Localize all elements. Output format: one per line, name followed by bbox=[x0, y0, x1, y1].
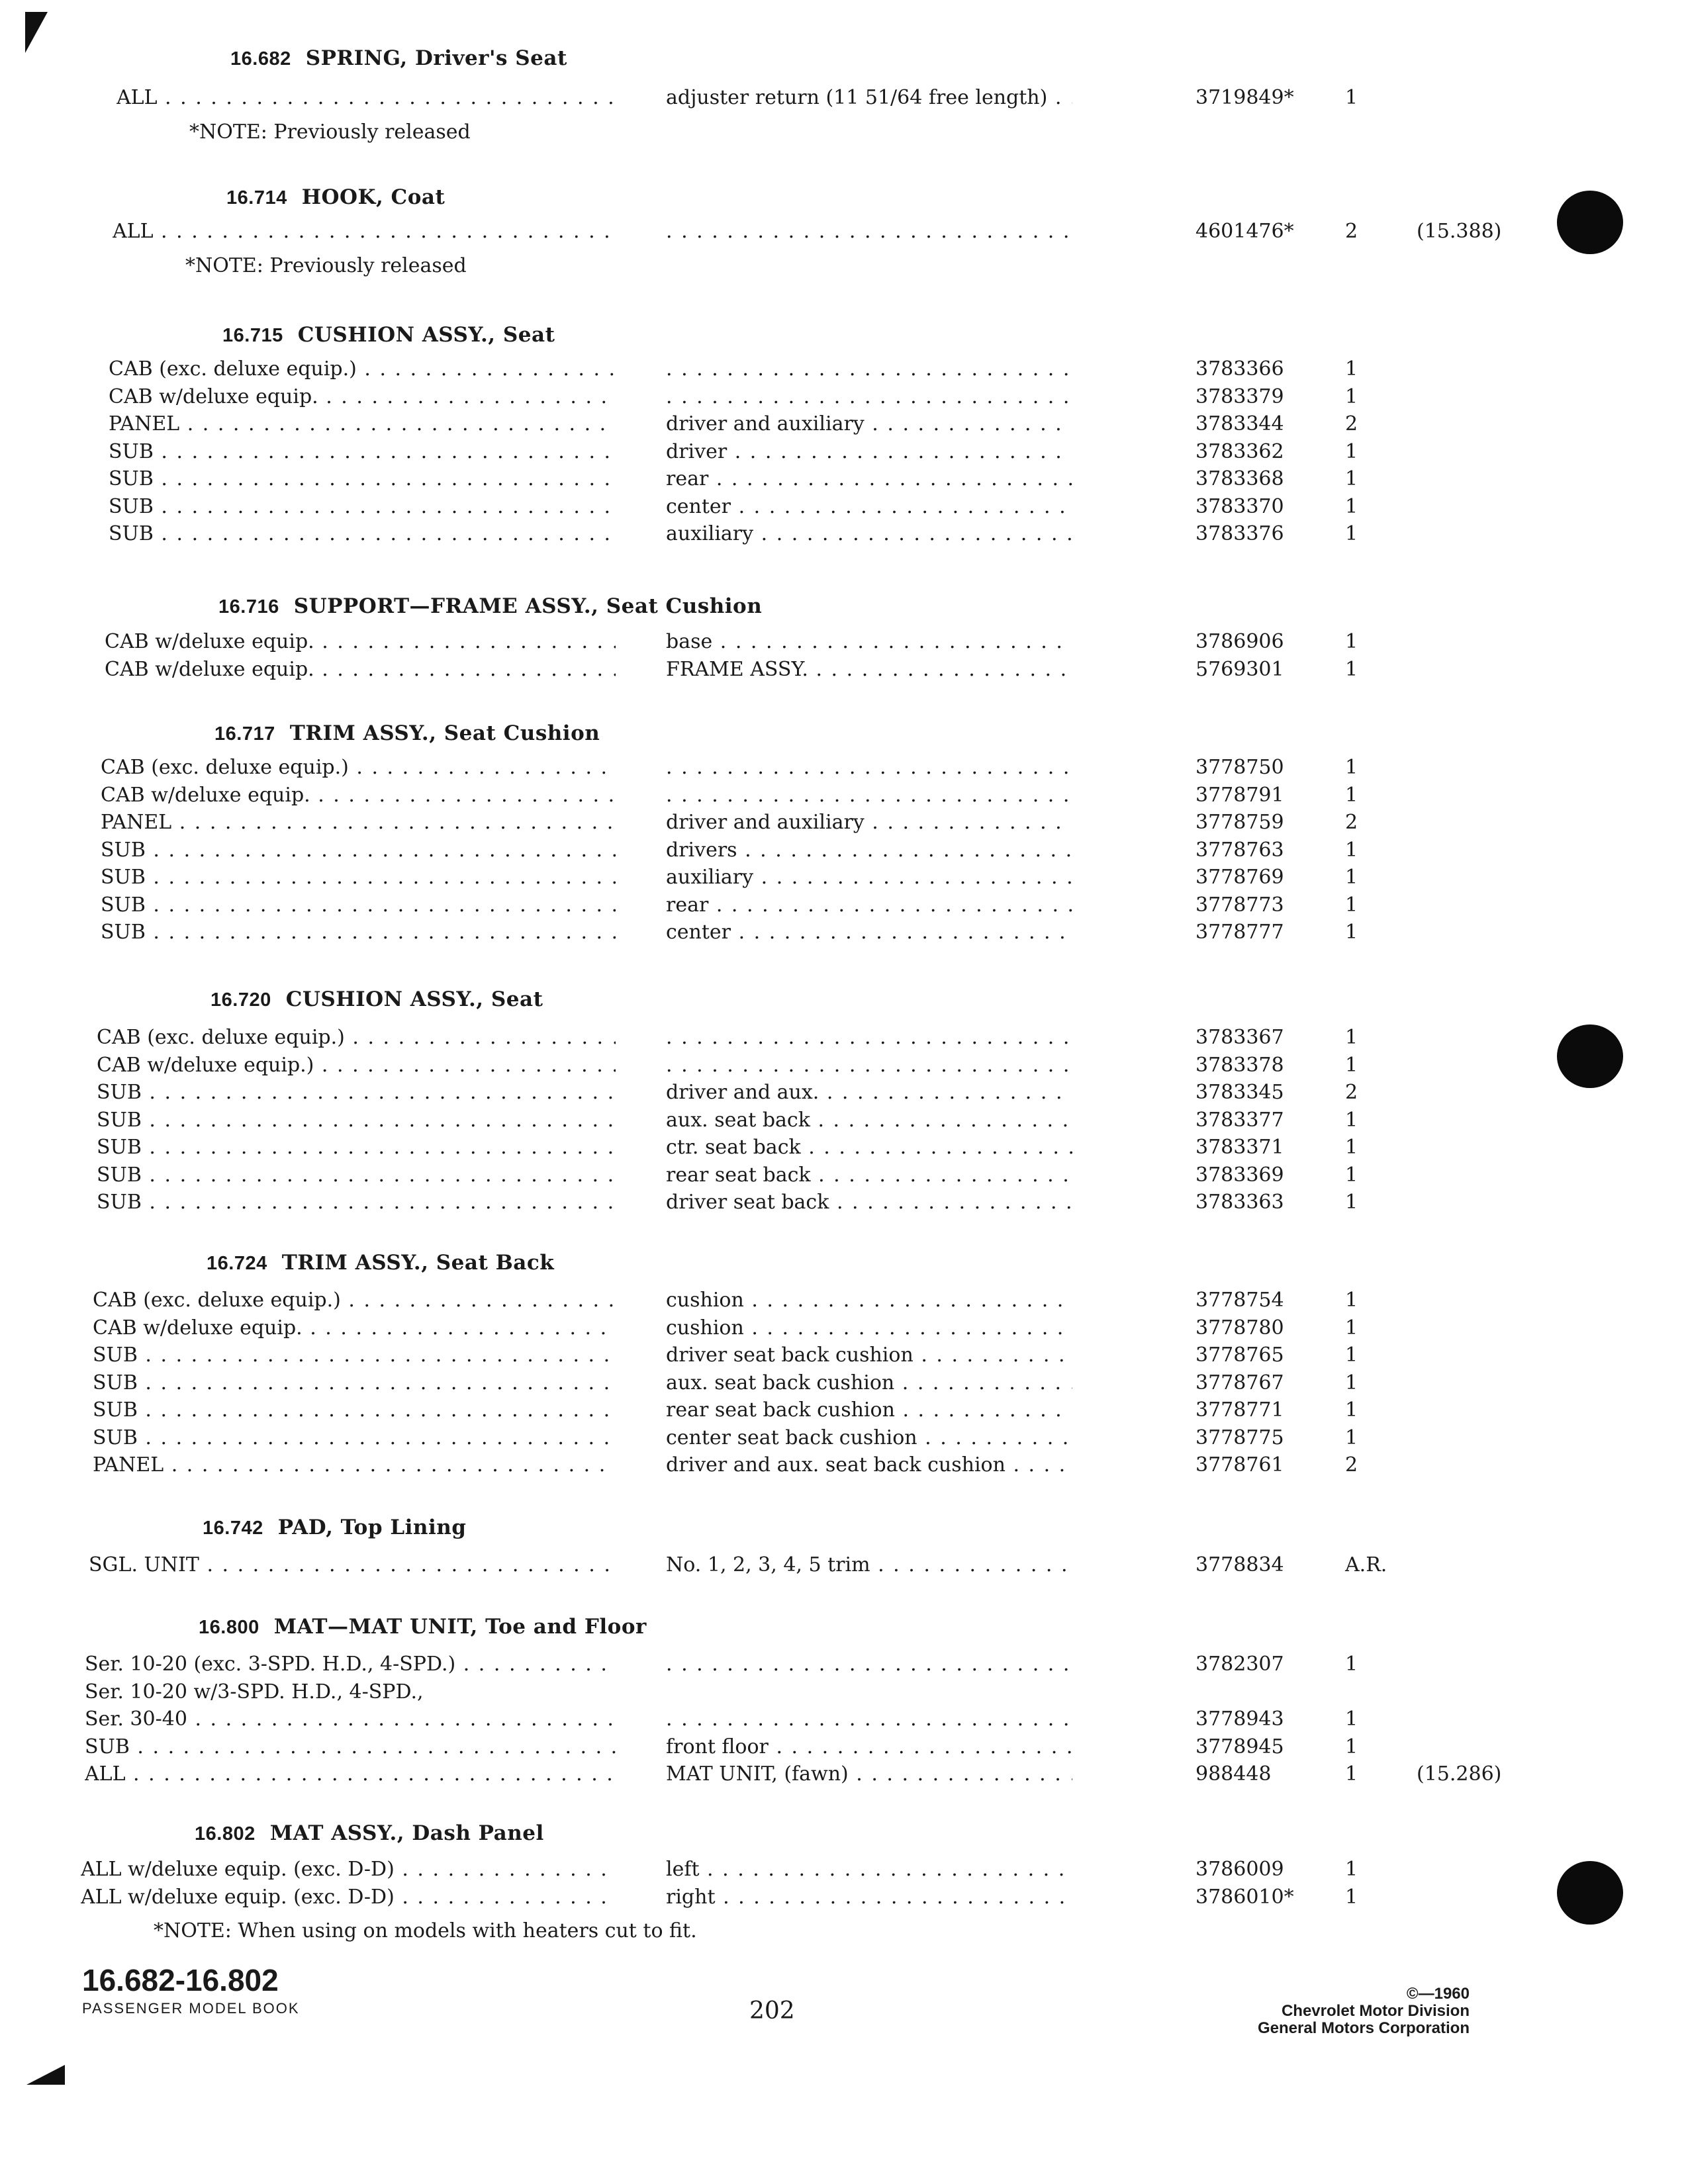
description-cell bbox=[666, 1706, 1072, 1733]
application-cell: CAB w/deluxe equip. . . . bbox=[109, 384, 616, 410]
description-cell: No. 1, 2, 3, 4, 5 trim . . . bbox=[666, 1552, 1072, 1578]
description-cell: rear seat back cushion . . . bbox=[666, 1397, 1072, 1424]
quantity-cell: 1 bbox=[1345, 657, 1358, 681]
section-note: *NOTE: When using on models with heaters cut to fit. bbox=[154, 1919, 697, 1942]
part-number-cell: 3783370 bbox=[1196, 494, 1284, 518]
part-row bbox=[97, 1107, 1540, 1134]
description-cell: rear seat back . . . bbox=[666, 1162, 1072, 1189]
part-number-cell: 3778750 bbox=[1196, 756, 1284, 779]
group-reference-cell: (15.388) bbox=[1417, 220, 1502, 243]
description-cell: driver . . . bbox=[666, 439, 1072, 465]
quantity-cell: 1 bbox=[1345, 1735, 1358, 1758]
application-cell: CAB (exc. deluxe equip.) . . . bbox=[97, 1024, 616, 1051]
part-row bbox=[85, 1706, 1528, 1733]
quantity-cell: 1 bbox=[1345, 921, 1358, 944]
application-cell: Ser. 30-40 . . . bbox=[85, 1706, 616, 1733]
section-title: CUSHION ASSY., Seat bbox=[285, 987, 543, 1011]
part-number-cell: 3786009 bbox=[1196, 1858, 1284, 1881]
part-row bbox=[93, 1452, 1536, 1479]
part-row bbox=[93, 1370, 1536, 1396]
part-row bbox=[105, 657, 1548, 683]
section-title: PAD, Top Lining bbox=[277, 1516, 467, 1539]
section-heading bbox=[207, 1251, 554, 1275]
application-cell: SUB . . . bbox=[109, 466, 616, 492]
application-cell: CAB w/deluxe equip. . . . bbox=[93, 1315, 616, 1342]
application-cell: PANEL . . . bbox=[101, 809, 616, 836]
part-row bbox=[85, 1651, 1528, 1678]
quantity-cell: 1 bbox=[1345, 1316, 1358, 1340]
description-cell bbox=[666, 384, 1072, 410]
part-row bbox=[97, 1162, 1540, 1189]
quantity-cell: 1 bbox=[1345, 783, 1358, 807]
description-cell: auxiliary . . . bbox=[666, 521, 1072, 547]
part-row bbox=[85, 1679, 1528, 1706]
application-cell: SUB . . . bbox=[101, 864, 616, 891]
part-row bbox=[97, 1079, 1540, 1106]
description-cell: driver and auxiliary . . . bbox=[666, 809, 1072, 836]
part-number-cell: 3783367 bbox=[1196, 1026, 1284, 1049]
part-number-cell: 3778769 bbox=[1196, 866, 1284, 889]
binder-hole-bottom bbox=[1557, 1861, 1623, 1925]
quantity-cell: 1 bbox=[1345, 1371, 1358, 1394]
quantity-cell: 1 bbox=[1345, 439, 1358, 463]
section-heading bbox=[203, 1516, 466, 1539]
part-number-cell: 3778765 bbox=[1196, 1343, 1284, 1367]
quantity-cell: 2 bbox=[1345, 220, 1358, 243]
application-cell: CAB w/deluxe equip. . . . bbox=[105, 629, 616, 655]
application-cell: CAB (exc. deluxe equip.) . . . bbox=[109, 356, 616, 383]
description-cell: center . . . bbox=[666, 494, 1072, 520]
application-cell: CAB (exc. deluxe equip.) . . . bbox=[101, 754, 616, 781]
application-cell: SUB . . . bbox=[93, 1342, 616, 1369]
quantity-cell: A.R. bbox=[1345, 1553, 1387, 1576]
part-number-cell: 3778780 bbox=[1196, 1316, 1284, 1340]
application-cell: SUB . . . bbox=[109, 521, 616, 547]
part-number-cell: 3783345 bbox=[1196, 1081, 1284, 1104]
quantity-cell: 1 bbox=[1345, 1707, 1358, 1731]
quantity-cell: 1 bbox=[1345, 1398, 1358, 1422]
application-cell: SUB . . . bbox=[97, 1079, 616, 1106]
page-number: 202 bbox=[749, 1997, 795, 2025]
quantity-cell: 1 bbox=[1345, 1163, 1358, 1187]
section-title: CUSHION ASSY., Seat bbox=[297, 323, 555, 347]
part-row bbox=[97, 1052, 1540, 1079]
binder-hole-middle bbox=[1557, 1024, 1623, 1088]
section-note: *NOTE: Previously released bbox=[185, 253, 467, 277]
quantity-cell: 1 bbox=[1345, 1289, 1358, 1312]
part-number-cell: 3778773 bbox=[1196, 893, 1284, 917]
part-row bbox=[109, 521, 1552, 547]
part-number-cell: 3778763 bbox=[1196, 838, 1284, 862]
part-row bbox=[109, 384, 1552, 410]
copyright-block bbox=[1125, 1985, 1470, 2037]
part-number-cell: 3783369 bbox=[1196, 1163, 1284, 1187]
application-cell: SUB . . . bbox=[93, 1425, 616, 1451]
description-cell bbox=[666, 754, 1072, 781]
section-heading bbox=[211, 987, 543, 1011]
part-row bbox=[109, 494, 1552, 520]
description-cell: cushion . . . bbox=[666, 1315, 1072, 1342]
part-number-cell: 3786906 bbox=[1196, 630, 1284, 653]
part-row bbox=[93, 1397, 1536, 1424]
description-cell: drivers . . . bbox=[666, 837, 1072, 864]
quantity-cell: 1 bbox=[1345, 1136, 1358, 1159]
section-heading bbox=[222, 323, 555, 347]
section-number: 16.802 bbox=[195, 1823, 256, 1844]
part-number-cell: 4601476* bbox=[1196, 220, 1294, 243]
quantity-cell: 1 bbox=[1345, 86, 1358, 109]
part-row bbox=[85, 1761, 1528, 1788]
description-cell bbox=[666, 218, 1072, 245]
section-number: 16.717 bbox=[214, 723, 275, 745]
quantity-cell: 2 bbox=[1345, 811, 1358, 834]
description-cell bbox=[666, 1052, 1072, 1079]
quantity-cell: 1 bbox=[1345, 1108, 1358, 1132]
section-title: MAT ASSY., Dash Panel bbox=[269, 1821, 544, 1845]
part-row bbox=[109, 411, 1552, 437]
part-number-cell: 3783377 bbox=[1196, 1108, 1284, 1132]
part-number-cell: 3783378 bbox=[1196, 1053, 1284, 1077]
part-row bbox=[105, 629, 1548, 655]
description-cell: adjuster return (11 51/64 free length) . . . bbox=[666, 85, 1072, 111]
description-cell: driver seat back cushion . . . bbox=[666, 1342, 1072, 1369]
part-row bbox=[93, 1425, 1536, 1451]
quantity-cell: 1 bbox=[1345, 494, 1358, 518]
quantity-cell: 1 bbox=[1345, 866, 1358, 889]
part-number-cell: 3719849* bbox=[1196, 86, 1294, 109]
part-row bbox=[97, 1134, 1540, 1161]
quantity-cell: 1 bbox=[1345, 893, 1358, 917]
part-row bbox=[101, 754, 1544, 781]
part-row bbox=[101, 837, 1544, 864]
application-cell: SUB . . . bbox=[101, 837, 616, 864]
application-cell: CAB w/deluxe equip.) . . . bbox=[97, 1052, 616, 1079]
description-cell: rear . . . bbox=[666, 892, 1072, 919]
description-cell: auxiliary . . . bbox=[666, 864, 1072, 891]
description-cell: driver seat back . . . bbox=[666, 1189, 1072, 1216]
description-cell: aux. seat back cushion . . . bbox=[666, 1370, 1072, 1396]
quantity-cell: 1 bbox=[1345, 522, 1358, 545]
part-number-cell: 5769301 bbox=[1196, 657, 1284, 681]
application-cell: SUB . . . bbox=[101, 919, 616, 946]
application-cell: SUB . . . bbox=[109, 494, 616, 520]
part-number-cell: 3778771 bbox=[1196, 1398, 1284, 1422]
quantity-cell: 1 bbox=[1345, 357, 1358, 381]
part-row bbox=[97, 1189, 1540, 1216]
part-row bbox=[93, 1287, 1536, 1314]
part-number-cell: 3778777 bbox=[1196, 921, 1284, 944]
section-heading bbox=[195, 1821, 544, 1845]
section-number: 16.716 bbox=[218, 596, 279, 617]
section-title: TRIM ASSY., Seat Back bbox=[281, 1251, 555, 1275]
application-cell: SUB . . . bbox=[97, 1134, 616, 1161]
quantity-cell: 2 bbox=[1345, 1453, 1358, 1477]
section-title: TRIM ASSY., Seat Cushion bbox=[289, 721, 600, 745]
registration-mark-top-left bbox=[25, 12, 48, 53]
part-number-cell: 3783371 bbox=[1196, 1136, 1284, 1159]
application-cell: ALL . . . bbox=[113, 218, 616, 245]
description-cell: ctr. seat back . . . bbox=[666, 1134, 1072, 1161]
application-cell: SUB . . . bbox=[97, 1162, 616, 1189]
description-cell: right . . . bbox=[666, 1884, 1072, 1911]
section-number: 16.682 bbox=[230, 48, 291, 69]
description-cell: FRAME ASSY. . . . bbox=[666, 657, 1072, 683]
copyright-division: Chevrolet Motor Division bbox=[1281, 2002, 1470, 2020]
part-number-cell: 3783363 bbox=[1196, 1191, 1284, 1214]
application-cell: PANEL . . . bbox=[109, 411, 616, 437]
application-cell: SGL. UNIT . . . bbox=[89, 1552, 616, 1578]
section-note: *NOTE: Previously released bbox=[189, 120, 471, 144]
description-cell: center seat back cushion . . . bbox=[666, 1425, 1072, 1451]
page-range-code: 16.682-16.802 bbox=[82, 1963, 279, 1997]
part-row bbox=[81, 1884, 1524, 1911]
part-number-cell: 3778759 bbox=[1196, 811, 1284, 834]
quantity-cell: 1 bbox=[1345, 1053, 1358, 1077]
section-title: SPRING, Driver's Seat bbox=[305, 46, 567, 70]
quantity-cell: 1 bbox=[1345, 630, 1358, 653]
description-cell bbox=[666, 1024, 1072, 1051]
description-cell: front floor . . . bbox=[666, 1734, 1072, 1760]
quantity-cell: 1 bbox=[1345, 385, 1358, 408]
quantity-cell: 1 bbox=[1345, 467, 1358, 490]
description-cell: driver and auxiliary . . . bbox=[666, 411, 1072, 437]
quantity-cell: 1 bbox=[1345, 1191, 1358, 1214]
part-number-cell: 3778945 bbox=[1196, 1735, 1284, 1758]
part-number-cell: 3783366 bbox=[1196, 357, 1284, 381]
part-row bbox=[101, 809, 1544, 836]
part-number-cell: 988448 bbox=[1196, 1762, 1272, 1786]
part-number-cell: 3783362 bbox=[1196, 439, 1284, 463]
application-cell: SUB . . . bbox=[109, 439, 616, 465]
section-heading bbox=[218, 594, 762, 618]
part-row bbox=[93, 1342, 1536, 1369]
application-cell: SUB . . . bbox=[101, 892, 616, 919]
part-number-cell: 3778834 bbox=[1196, 1553, 1284, 1576]
part-row bbox=[93, 1315, 1536, 1342]
application-cell: SUB . . . bbox=[93, 1397, 616, 1424]
description-cell: driver and aux. seat back cushion . . . bbox=[666, 1452, 1072, 1479]
part-number-cell: 3778791 bbox=[1196, 783, 1284, 807]
section-heading bbox=[199, 1615, 647, 1639]
section-heading bbox=[226, 185, 445, 209]
quantity-cell: 1 bbox=[1345, 1858, 1358, 1881]
description-cell bbox=[666, 1651, 1072, 1678]
part-number-cell: 3786010* bbox=[1196, 1885, 1294, 1909]
description-cell: aux. seat back . . . bbox=[666, 1107, 1072, 1134]
application-cell: Ser. 10-20 (exc. 3-SPD. H.D., 4-SPD.) . . . bbox=[85, 1651, 616, 1678]
part-row bbox=[97, 1024, 1540, 1051]
application-cell: SUB . . . bbox=[85, 1734, 616, 1760]
section-number: 16.742 bbox=[203, 1518, 263, 1539]
part-row bbox=[109, 356, 1552, 383]
part-row bbox=[85, 1734, 1528, 1760]
description-cell: rear . . . bbox=[666, 466, 1072, 492]
part-number-cell: 3783368 bbox=[1196, 467, 1284, 490]
description-cell: cushion . . . bbox=[666, 1287, 1072, 1314]
section-title: HOOK, Coat bbox=[301, 185, 445, 209]
section-number: 16.720 bbox=[211, 989, 271, 1011]
part-row bbox=[109, 439, 1552, 465]
book-name: PASSENGER MODEL BOOK bbox=[82, 2000, 300, 2017]
description-cell: left . . . bbox=[666, 1856, 1072, 1883]
section-heading bbox=[214, 721, 600, 745]
quantity-cell: 1 bbox=[1345, 756, 1358, 779]
part-row bbox=[101, 919, 1544, 946]
quantity-cell: 1 bbox=[1345, 1653, 1358, 1676]
application-cell: SUB . . . bbox=[93, 1370, 616, 1396]
quantity-cell: 2 bbox=[1345, 412, 1358, 435]
part-number-cell: 3783376 bbox=[1196, 522, 1284, 545]
copyright-corporation: General Motors Corporation bbox=[1257, 2019, 1470, 2037]
part-row bbox=[89, 1552, 1532, 1578]
application-cell: CAB (exc. deluxe equip.) . . . bbox=[93, 1287, 616, 1314]
section-heading bbox=[230, 46, 567, 70]
binder-hole-top bbox=[1557, 191, 1623, 254]
application-cell: SUB . . . bbox=[97, 1189, 616, 1216]
application-cell: CAB w/deluxe equip. . . . bbox=[105, 657, 616, 683]
description-cell: center . . . bbox=[666, 919, 1072, 946]
part-row bbox=[109, 466, 1552, 492]
part-row bbox=[81, 1856, 1524, 1883]
section-number: 16.715 bbox=[222, 325, 283, 346]
application-cell: ALL w/deluxe equip. (exc. D-D) . . . bbox=[81, 1884, 616, 1911]
description-cell: MAT UNIT, (fawn) . . . bbox=[666, 1761, 1072, 1788]
part-number-cell: 3783344 bbox=[1196, 412, 1284, 435]
section-title: MAT—MAT UNIT, Toe and Floor bbox=[273, 1615, 647, 1639]
registration-mark-bottom-left bbox=[26, 2065, 65, 2085]
part-row bbox=[101, 864, 1544, 891]
quantity-cell: 2 bbox=[1345, 1081, 1358, 1104]
description-cell bbox=[666, 356, 1072, 383]
application-cell: ALL w/deluxe equip. (exc. D-D) . . . bbox=[81, 1856, 616, 1883]
application-cell: PANEL . . . bbox=[93, 1452, 616, 1479]
quantity-cell: 1 bbox=[1345, 1026, 1358, 1049]
section-number: 16.800 bbox=[199, 1617, 259, 1638]
part-number-cell: 3778767 bbox=[1196, 1371, 1284, 1394]
section-number: 16.714 bbox=[226, 187, 287, 208]
part-row bbox=[117, 85, 1560, 111]
part-number-cell: 3783379 bbox=[1196, 385, 1284, 408]
part-number-cell: 3778754 bbox=[1196, 1289, 1284, 1312]
application-cell: Ser. 10-20 w/3-SPD. H.D., 4-SPD., bbox=[85, 1680, 424, 1704]
application-cell: CAB w/deluxe equip. . . . bbox=[101, 782, 616, 809]
description-cell: base . . . bbox=[666, 629, 1072, 655]
application-cell: SUB . . . bbox=[97, 1107, 616, 1134]
part-row bbox=[101, 782, 1544, 809]
part-number-cell: 3778761 bbox=[1196, 1453, 1284, 1477]
description-cell: driver and aux. . . . bbox=[666, 1079, 1072, 1106]
application-cell: ALL . . . bbox=[117, 85, 616, 111]
part-number-cell: 3778943 bbox=[1196, 1707, 1284, 1731]
part-number-cell: 3778775 bbox=[1196, 1426, 1284, 1449]
part-row bbox=[101, 892, 1544, 919]
part-row bbox=[113, 218, 1556, 245]
group-reference-cell: (15.286) bbox=[1417, 1762, 1502, 1786]
part-number-cell: 3782307 bbox=[1196, 1653, 1284, 1676]
application-cell: ALL . . . bbox=[85, 1761, 616, 1788]
description-cell bbox=[666, 782, 1072, 809]
quantity-cell: 1 bbox=[1345, 1426, 1358, 1449]
quantity-cell: 1 bbox=[1345, 1762, 1358, 1786]
copyright-year: ©—1960 bbox=[1406, 1985, 1470, 2003]
section-number: 16.724 bbox=[207, 1253, 267, 1274]
section-title: SUPPORT—FRAME ASSY., Seat Cushion bbox=[293, 594, 763, 618]
quantity-cell: 1 bbox=[1345, 838, 1358, 862]
quantity-cell: 1 bbox=[1345, 1885, 1358, 1909]
quantity-cell: 1 bbox=[1345, 1343, 1358, 1367]
